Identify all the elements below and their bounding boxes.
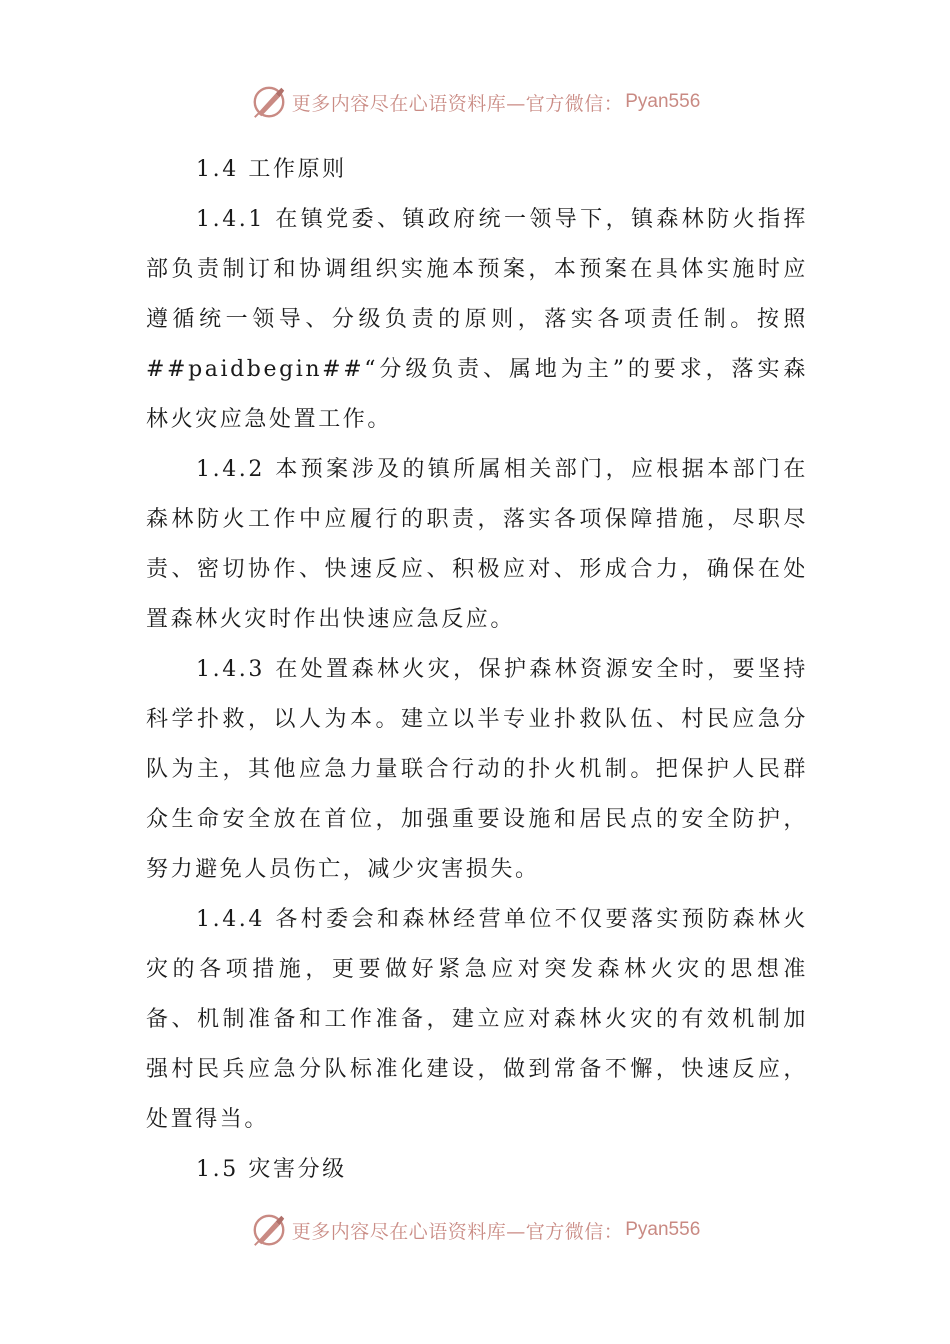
watermark-banner-bottom: [0, 1208, 950, 1252]
watermark-text: 更多内容尽在心语资料库—官方微信：: [291, 1220, 624, 1243]
section-heading-1-4: 1.4 工作原则: [196, 157, 347, 182]
paragraph-1-4-3: 1.4.3 在处置森林火灾，保护森林资源安全时，要坚持科学扑救，以人为本。建立以半专业扑救队伍、村民应急分队为主，其他应急力量联合行动的扑火机制。把保护人民群众生命安全放在首位，加强重要设施和居民点的安全防护，努力避免人员伤亡，减少灾害损失。: [146, 657, 808, 882]
paragraph-1-4-1: 1.4.1 在镇党委、镇政府统一领导下，镇森林防火指挥部负责制订和协调组织实施本预案，本预案在具体实施时应遵循统一领导、分级负责的原则，落实各项责任制。按照##paidbegin##“分级负责、属地为主”的要求，落实森林火灾应急处置工作。: [146, 207, 808, 432]
section-heading-1-5: 1.5 灾害分级: [196, 1157, 347, 1182]
document-body: [146, 145, 808, 1195]
watermark-banner-top: [0, 80, 950, 124]
paragraph-1-4-4: 1.4.4 各村委会和森林经营单位不仅要落实预防森林火灾的各项措施，更要做好紧急应对突发森林火灾的思想准备、机制准备和工作准备，建立应对森林火灾的有效机制加强村民兵应急分队标准化建设，做到常备不懈，快速反应，处置得当。: [146, 907, 808, 1132]
pen-logo-icon: [250, 1211, 288, 1249]
paragraph-1-4-2: 1.4.2 本预案涉及的镇所属相关部门，应根据本部门在森林防火工作中应履行的职责，落实各项保障措施，尽职尽责、密切协作、快速反应、积极应对、形成合力，确保在处置森林火灾时作出快速应急反应。: [146, 457, 808, 632]
pen-logo-icon: [250, 83, 288, 121]
watermark-text: 更多内容尽在心语资料库—官方微信：: [291, 92, 624, 115]
watermark-wechat-id: Pyan556: [625, 91, 701, 112]
watermark-wechat-id: Pyan556: [625, 1219, 701, 1240]
